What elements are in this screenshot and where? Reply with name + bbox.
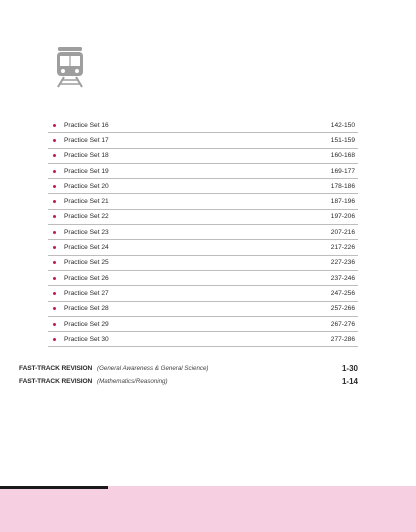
toc-entry (48, 183, 109, 190)
revision-pages: 1-30 (341, 364, 358, 373)
toc-title: Practice Set 23 (64, 228, 109, 236)
toc-title: Practice Set 28 (64, 305, 109, 313)
toc-entry (48, 213, 109, 220)
toc-pages: 277-286 (330, 335, 355, 343)
toc-pages: 197-206 (330, 213, 355, 221)
train-icon (56, 46, 84, 88)
toc-pages: 169-177 (330, 167, 355, 175)
bullet-icon (53, 170, 56, 173)
toc-entry (48, 122, 109, 129)
revision-subtitle: (Mathematics/Reasoning) (97, 378, 168, 385)
toc-entry (48, 275, 109, 282)
toc-title: Practice Set 27 (64, 289, 109, 297)
toc-pages: 237-246 (330, 274, 355, 282)
table-of-contents (48, 118, 358, 347)
revision-entry (19, 364, 358, 373)
toc-pages: 142-150 (330, 121, 355, 129)
footer-rule (0, 486, 108, 489)
bullet-icon (53, 215, 56, 218)
toc-pages: 217-226 (330, 244, 355, 252)
bullet-icon (53, 124, 56, 127)
bullet-icon (53, 246, 56, 249)
toc-entry (48, 137, 109, 144)
toc-title: Practice Set 26 (64, 274, 109, 282)
toc-row (48, 256, 358, 271)
toc-pages: 257-266 (330, 305, 355, 313)
toc-entry (48, 244, 109, 251)
toc-pages: 247-256 (330, 289, 355, 297)
toc-row (48, 210, 358, 225)
toc-entry (48, 152, 109, 159)
revision-title: FAST-TRACK REVISION (19, 378, 93, 385)
toc-entry (48, 259, 109, 266)
toc-row (48, 149, 358, 164)
revision-entry (19, 377, 358, 386)
toc-row (48, 317, 358, 332)
toc-row (48, 194, 358, 209)
toc-pages: 178-186 (330, 182, 355, 190)
bullet-icon (53, 323, 56, 326)
toc-row (48, 302, 358, 317)
bullet-icon (53, 292, 56, 295)
toc-entry (48, 290, 109, 297)
toc-entry (48, 229, 109, 236)
toc-entry (48, 168, 109, 175)
toc-pages: 160-168 (330, 152, 355, 160)
toc-row (48, 332, 358, 347)
toc-title: Practice Set 21 (64, 198, 109, 206)
toc-entry (48, 336, 109, 343)
toc-pages: 207-216 (330, 228, 355, 236)
toc-row (48, 118, 358, 133)
revision-title: FAST-TRACK REVISION (19, 365, 93, 372)
bullet-icon (53, 139, 56, 142)
revision-subtitle: (General Awareness & General Science) (97, 365, 209, 372)
toc-pages: 267-276 (330, 320, 355, 328)
bullet-icon (53, 307, 56, 310)
revision-pages: 1-14 (341, 377, 358, 386)
toc-row (48, 286, 358, 301)
toc-pages: 151-159 (330, 136, 355, 144)
toc-title: Practice Set 20 (64, 182, 109, 190)
footer-band (0, 486, 416, 532)
bullet-icon (53, 231, 56, 234)
toc-row (48, 225, 358, 240)
toc-title: Practice Set 18 (64, 152, 109, 160)
toc-title: Practice Set 22 (64, 213, 109, 221)
toc-row (48, 271, 358, 286)
toc-title: Practice Set 19 (64, 167, 109, 175)
toc-entry (48, 198, 109, 205)
toc-title: Practice Set 25 (64, 259, 109, 267)
bullet-icon (53, 185, 56, 188)
toc-title: Practice Set 16 (64, 121, 109, 129)
toc-row (48, 164, 358, 179)
toc-pages: 227-236 (330, 259, 355, 267)
toc-row (48, 240, 358, 255)
toc-title: Practice Set 17 (64, 136, 109, 144)
bullet-icon (53, 154, 56, 157)
toc-title: Practice Set 30 (64, 335, 109, 343)
toc-title: Practice Set 29 (64, 320, 109, 328)
toc-entry (48, 321, 109, 328)
toc-row (48, 179, 358, 194)
toc-title: Practice Set 24 (64, 244, 109, 252)
bullet-icon (53, 261, 56, 264)
bullet-icon (53, 200, 56, 203)
toc-pages: 187-196 (330, 198, 355, 206)
toc-entry (48, 305, 109, 312)
bullet-icon (53, 277, 56, 280)
bullet-icon (53, 338, 56, 341)
toc-row (48, 133, 358, 148)
